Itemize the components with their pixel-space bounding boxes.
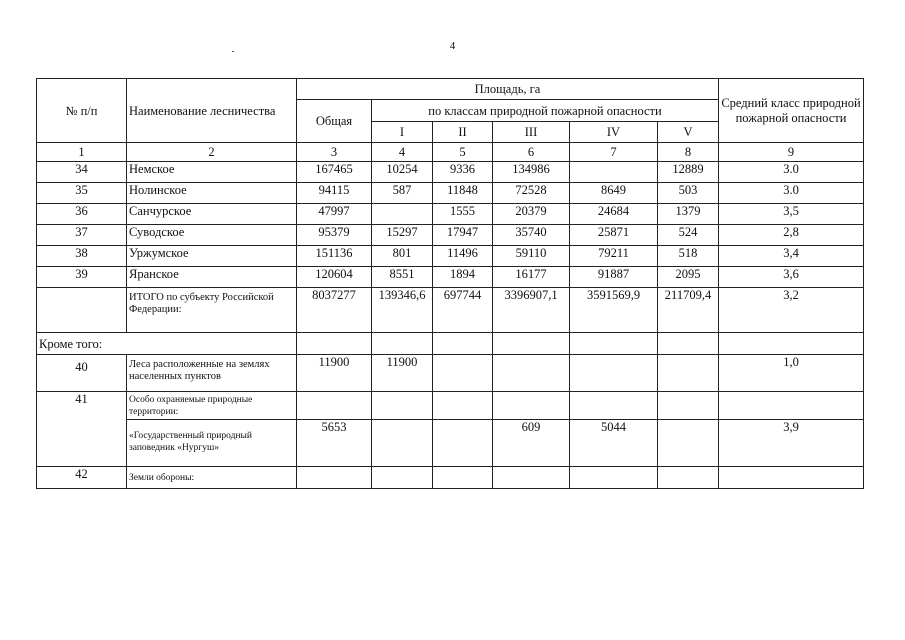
total-class-2: 697744 (433, 288, 493, 333)
row-class-2: 17947 (433, 225, 493, 246)
row-class-2: 11496 (433, 246, 493, 267)
col-number: 5 (433, 143, 493, 162)
scan-speck (232, 51, 234, 52)
row-class-1: 15297 (372, 225, 433, 246)
total-label: ИТОГО по субъекту Российской Федерации: (127, 288, 297, 333)
header-name: Наименование лесничества (127, 79, 297, 143)
row-num: 42 (37, 467, 127, 489)
row-name: Особо охраняемые природные территории: (127, 392, 297, 420)
table-row (37, 420, 864, 467)
row-class-4 (570, 162, 658, 183)
row-class-1 (372, 204, 433, 225)
col-number: 3 (297, 143, 372, 162)
row-total: 94115 (297, 183, 372, 204)
header-by-class: по классам природной пожарной опасности (372, 100, 719, 122)
row-class-2: 1894 (433, 267, 493, 288)
row-class-3: 72528 (493, 183, 570, 204)
total-class-4: 3591569,9 (570, 288, 658, 333)
row-class-4: 5044 (570, 420, 658, 467)
besides-label: Кроме того: (37, 333, 297, 355)
col-number: 4 (372, 143, 433, 162)
row-class-4: 8649 (570, 183, 658, 204)
row-class-3: 609 (493, 420, 570, 467)
row-avg: 3.0 (719, 183, 864, 204)
row-total: 5653 (297, 420, 372, 467)
header-avg-class: Средний класс природной пожарной опасности (719, 79, 864, 143)
row-class-5: 518 (658, 246, 719, 267)
row-class-2: 1555 (433, 204, 493, 225)
header-class-4: IV (570, 122, 658, 143)
total-avg: 3,2 (719, 288, 864, 333)
col-number: 1 (37, 143, 127, 162)
total-total: 8037277 (297, 288, 372, 333)
row-class-3: 59110 (493, 246, 570, 267)
row-class-1: 10254 (372, 162, 433, 183)
table-row (37, 355, 864, 392)
besides-row (37, 333, 864, 355)
col-number: 6 (493, 143, 570, 162)
row-total: 47997 (297, 204, 372, 225)
row-num: 34 (37, 162, 127, 183)
row-class-3: 134986 (493, 162, 570, 183)
table-row (37, 392, 864, 420)
row-avg: 3,5 (719, 204, 864, 225)
row-name: Немское (127, 162, 297, 183)
row-class-3: 20379 (493, 204, 570, 225)
row-class-5: 1379 (658, 204, 719, 225)
page-number: 4 (449, 40, 456, 52)
col-number: 8 (658, 143, 719, 162)
row-class-1: 11900 (372, 355, 433, 392)
row-class-4: 25871 (570, 225, 658, 246)
row-total: 11900 (297, 355, 372, 392)
total-class-5: 211709,4 (658, 288, 719, 333)
row-num: 35 (37, 183, 127, 204)
table-row (37, 204, 864, 225)
table-row (37, 246, 864, 267)
header-class-3: III (493, 122, 570, 143)
row-name: Суводское (127, 225, 297, 246)
row-class-3: 16177 (493, 267, 570, 288)
row-class-4: 91887 (570, 267, 658, 288)
row-name: Уржумское (127, 246, 297, 267)
row-class-4: 24684 (570, 204, 658, 225)
row-name: «Государственный природный заповедник «Нургуш» (127, 420, 297, 467)
row-name: Яранское (127, 267, 297, 288)
row-class-1: 8551 (372, 267, 433, 288)
header-total: Общая (297, 100, 372, 143)
col-number: 2 (127, 143, 297, 162)
row-name: Леса расположенные на землях населенных пунктов (127, 355, 297, 392)
forest-fire-class-table (36, 78, 864, 489)
row-name: Санчурское (127, 204, 297, 225)
row-total: 95379 (297, 225, 372, 246)
table-row (37, 467, 864, 489)
header-area: Площадь, га (297, 79, 719, 100)
header-num: № п/п (37, 79, 127, 143)
row-class-3: 35740 (493, 225, 570, 246)
total-num (37, 288, 127, 333)
header-class-5: V (658, 122, 719, 143)
col-number: 7 (570, 143, 658, 162)
row-name: Земли обороны: (127, 467, 297, 489)
header-class-1: I (372, 122, 433, 143)
row-num: 36 (37, 204, 127, 225)
row-avg: 3,6 (719, 267, 864, 288)
row-class-2: 11848 (433, 183, 493, 204)
row-num: 38 (37, 246, 127, 267)
row-class-5: 2095 (658, 267, 719, 288)
table-row (37, 225, 864, 246)
row-class-2: 9336 (433, 162, 493, 183)
row-avg: 1,0 (719, 355, 864, 392)
row-class-5: 12889 (658, 162, 719, 183)
row-avg: 3,9 (719, 420, 864, 467)
row-class-4: 79211 (570, 246, 658, 267)
col-number: 9 (719, 143, 864, 162)
row-class-5: 503 (658, 183, 719, 204)
header-class-2: II (433, 122, 493, 143)
row-class-1: 587 (372, 183, 433, 204)
row-num: 39 (37, 267, 127, 288)
column-number-row (37, 143, 864, 162)
row-total: 167465 (297, 162, 372, 183)
table-row (37, 267, 864, 288)
row-class-5: 524 (658, 225, 719, 246)
row-avg: 3,4 (719, 246, 864, 267)
row-class-1: 801 (372, 246, 433, 267)
row-num: 40 (37, 355, 127, 392)
table-row (37, 183, 864, 204)
table-row (37, 162, 864, 183)
total-class-3: 3396907,1 (493, 288, 570, 333)
row-avg: 2,8 (719, 225, 864, 246)
total-class-1: 139346,6 (372, 288, 433, 333)
row-total: 151136 (297, 246, 372, 267)
total-row (37, 288, 864, 333)
row-name: Нолинское (127, 183, 297, 204)
row-num: 37 (37, 225, 127, 246)
row-num: 41 (37, 392, 127, 467)
row-avg: 3.0 (719, 162, 864, 183)
row-total: 120604 (297, 267, 372, 288)
